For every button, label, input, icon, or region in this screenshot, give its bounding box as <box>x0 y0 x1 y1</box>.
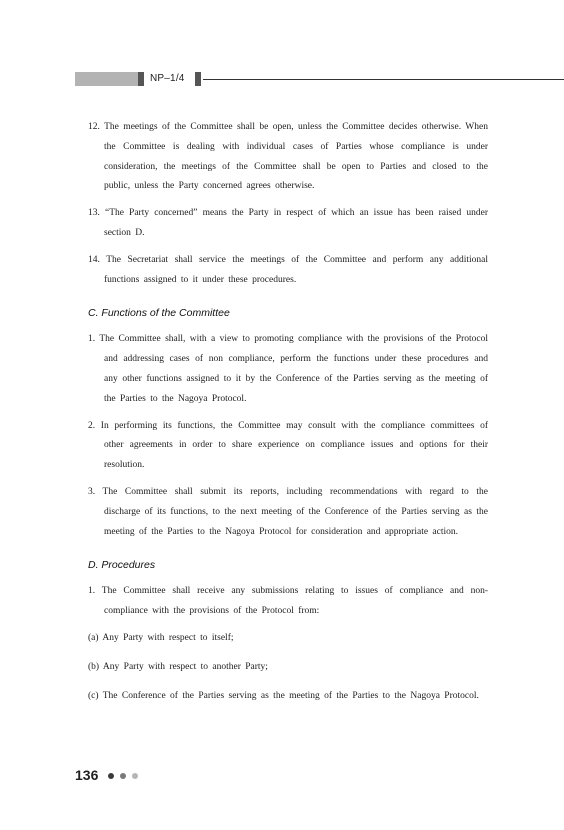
section-c-heading: C. Functions of the Committee <box>88 307 230 320</box>
section-d-subitem-b: (b) Any Party with respect to another Party; <box>88 661 268 672</box>
header-marker-left <box>138 72 144 86</box>
paragraph-13: 13. “The Party concerned” means the Party in respect of which an issue has been raised under section D. <box>88 208 488 238</box>
paragraph-12: 12. The meetings of the Committee shall be open, unless the Committee decides otherwise. When the Committee is dealing with individual cases of Parties whose compliance is under consideration, the meetings of the Committee shall be open to Parties and closed to the public, unless the Party concerned agrees otherwise. <box>88 122 488 192</box>
header-marker-right <box>195 72 201 86</box>
section-d-subitem-c: (c) The Conference of the Parties serving as the meeting of the Parties to the Nagoya Protocol. <box>88 690 479 701</box>
page-dots <box>108 766 140 784</box>
section-d-subitem-a: (a) Any Party with respect to itself; <box>88 632 234 643</box>
section-c-item-1: 1. The Committee shall, with a view to promoting compliance with the provisions of the Protocol and addressing cases of non compliance, perform the functions under these procedures and any other functions assigned to it by the Conference of the Parties serving as the meeting of the Parties to the Nagoya Protocol. <box>88 334 489 404</box>
running-header <box>75 72 564 88</box>
section-c-item-3: 3. The Committee shall submit its reports, including recommendations with regard to the discharge of its functions, to the next meeting of the Conference of the Parties serving as the meeting of the Parties to the Nagoya Protocol for consideration and appropriate action. <box>88 486 488 537</box>
page-body <box>88 118 488 715</box>
paragraph-14: 14. The Secretariat shall service the meetings of the Committee and perform any additional functions assigned to it under these procedures. <box>88 254 488 285</box>
header-gray-bar <box>75 72 138 86</box>
footer-dot-icon <box>120 773 126 779</box>
section-d-item-1: 1. The Committee shall receive any submissions relating to issues of compliance and non-compliance with the provisions of the Protocol from: <box>88 586 488 617</box>
document-code: NP–1/4 <box>150 73 185 84</box>
section-c-item-2: 2. In performing its functions, the Committee may consult with the compliance committees of other agreements in order to share experience on compliance issues and options for their resolution. <box>88 420 488 471</box>
section-d-heading: D. Procedures <box>88 559 156 572</box>
footer-dot-icon <box>108 773 114 779</box>
footer-dot-icon <box>132 773 138 779</box>
page-footer <box>75 766 140 784</box>
header-rule <box>203 79 564 80</box>
page-number: 136 <box>75 767 99 784</box>
